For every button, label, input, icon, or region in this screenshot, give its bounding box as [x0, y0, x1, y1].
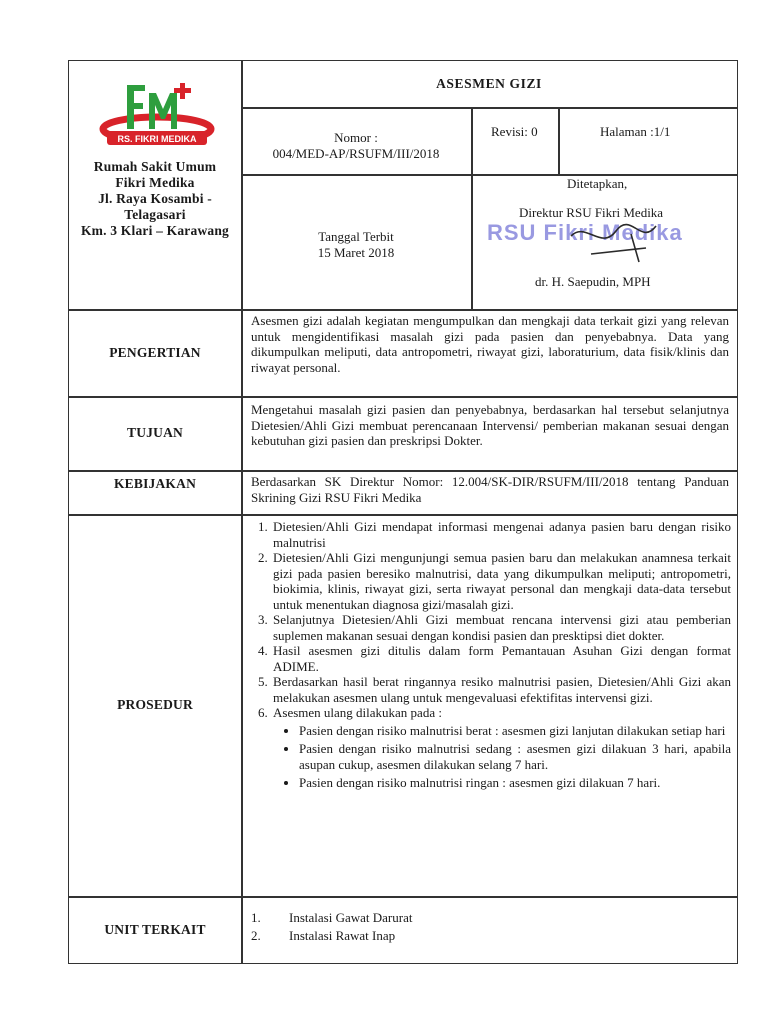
hospital-address: Jl. Raya Kosambi -: [98, 191, 212, 206]
kebijakan-label-cell: [69, 470, 241, 514]
logo-banner-text: RS. FIKRI MEDIKA: [117, 134, 197, 144]
direktur-label: Direktur RSU Fikri Medika: [519, 205, 664, 220]
prosedur-content-cell: [243, 519, 731, 893]
tujuan-content-cell: [251, 402, 729, 468]
kebijakan-content-cell: [251, 474, 729, 512]
pengertian-text: Asesmen gizi adalah kegiatan mengumpulkan dan mengkaji data terkait gizi yang relevan untuk mengidentifikasi masalah gizi pada pasien dan penyebabnya. Data yang dikumpulkan meliputi, data antropometri, riwayat gizi, laboraturium, data fisik/klinis dan riwayat personal.: [251, 313, 729, 375]
kebijakan-text: Berdasarkan SK Direktur Nomor: 12.004/SK-DIR/RSUFM/III/2018 tentang Panduan Skrining Gizi RSU Fikri Medika: [251, 474, 729, 505]
revisi-cell: [471, 107, 558, 174]
tanggal-cell: [241, 174, 471, 309]
prosedur-step: 4. Hasil asesmen gizi ditulis dalam form Pemantauan Asuhan Gizi dengan format ADIME.: [271, 643, 731, 674]
pengertian-label-cell: [69, 309, 241, 396]
prosedur-bullet: • Pasien dengan risiko malnutrisi berat : asesmen gizi lanjutan dilakukan setiap hari: [299, 723, 731, 739]
prosedur-step: 1. Dietesien/Ahli Gizi mendapat informasi mengenai adanya pasien baru dengan risiko malnutrisi: [271, 519, 731, 550]
prosedur-step: 3. Selanjutnya Dietesien/Ahli Gizi membuat rencana intervensi gizi atau pemberian suplemen makanan sesuai dengan kondisi pasien dan presktipsi diet dokter.: [271, 612, 731, 643]
hospital-name: Rumah Sakit Umum: [93, 159, 217, 174]
document-title-cell: [241, 61, 737, 107]
tujuan-label: TUJUAN: [127, 425, 183, 440]
unit-terkait-label-cell: [69, 896, 241, 963]
nomor-value: 004/MED-AP/RSUFM/III/2018: [272, 145, 440, 161]
prosedur-step-text: Asesmen ulang dilakukan pada :: [273, 705, 442, 720]
unit-item-text: Instalasi Rawat Inap: [289, 928, 396, 943]
hospital-address: Km. 3 Klari – Karawang: [80, 223, 229, 238]
sop-document: [68, 60, 738, 964]
prosedur-label-cell: [69, 514, 241, 896]
kebijakan-label: KEBIJAKAN: [113, 476, 197, 491]
unit-terkait-content-cell: [251, 909, 729, 959]
tujuan-label-cell: [69, 396, 241, 470]
pengertian-label: PENGERTIAN: [109, 344, 201, 360]
unit-item-number: 1.: [251, 910, 261, 925]
signer-name: dr. H. Saepudin, MPH: [535, 274, 651, 289]
unit-item-text: Instalasi Gawat Darurat: [289, 910, 413, 925]
hospital-block: [69, 61, 241, 309]
prosedur-label: PROSEDUR: [117, 697, 193, 712]
prosedur-bullets: [273, 723, 731, 791]
unit-terkait-item: [251, 927, 729, 945]
signature-scribble: [561, 216, 671, 266]
document-title: ASESMEN GIZI: [436, 76, 542, 91]
unit-item-number: 2.: [251, 928, 261, 943]
tujuan-text: Mengetahui masalah gizi pasien dan penyebabnya, berdasarkan hal tersebut selanjutnya Dietesien/Ahli Gizi membuat perencanaan Intervensi/ pemberian makanan sesuai dengan kebutuhan gizi pasien dan preskripsi Dokter.: [251, 402, 729, 448]
hospital-name: Fikri Medika: [115, 175, 195, 190]
tanggal-label: Tanggal Terbit: [318, 228, 394, 244]
ditetapkan-label: Ditetapkan,: [567, 176, 628, 191]
halaman-cell: [558, 107, 737, 174]
hospital-stamp: RSU Fikri Medika: [487, 220, 683, 245]
unit-terkait-item: [251, 909, 729, 927]
unit-terkait-label: UNIT TERKAIT: [104, 921, 206, 937]
nomor-cell: [241, 107, 471, 174]
prosedur-step-with-bullets: [271, 705, 731, 791]
revisi-value: Revisi: 0: [491, 124, 538, 139]
hospital-logo: [97, 71, 217, 151]
approval-cell: [471, 174, 737, 309]
prosedur-steps: [243, 519, 731, 791]
nomor-label: Nomor :: [334, 129, 378, 145]
hospital-address: Telagasari: [124, 207, 186, 222]
pengertian-content-cell: [251, 313, 729, 393]
prosedur-step: 5. Berdasarkan hasil berat ringannya resiko malnutrisi pasien, Dietesien/Ahli Gizi akan melakukan asesmen ulang untuk mengevaluasi efektifitas intervensi gizi.: [271, 674, 731, 705]
prosedur-step: 2. Dietesien/Ahli Gizi mengunjungi semua pasien baru dan melakukan anamnesa terkait gizi pada pasien beresiko malnutrisi, data yang dikumpulkan meliputi; antropometri, biokimia, klinis, riwayat gizi, serta riwayat personal dan mengkaji data-data tersebut untuk menentukan diagnosa gizi/masalah gizi.: [271, 550, 731, 612]
halaman-value: Halaman :1/1: [600, 124, 671, 139]
tanggal-value: 15 Maret 2018: [317, 244, 395, 260]
prosedur-bullet: • Pasien dengan risiko malnutrisi sedang : asesmen gizi dilakuan 3 hari, apabila asupan cukup, asesmen dilakukan selang 7 hari.: [299, 741, 731, 772]
prosedur-bullet: • Pasien dengan risiko malnutrisi ringan : asesmen gizi dilakuan 7 hari.: [299, 775, 731, 791]
unit-terkait-list: [251, 909, 729, 945]
